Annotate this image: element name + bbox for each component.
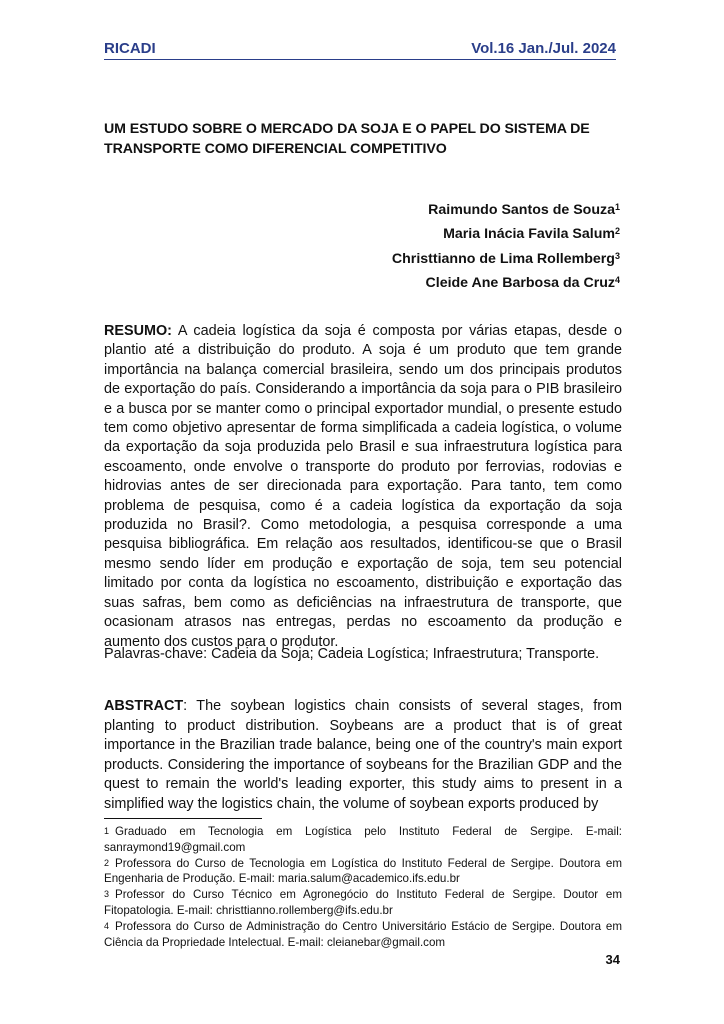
author-2	[120, 222, 620, 246]
author-footnote-ref: 3	[614, 250, 620, 261]
footnotes	[104, 824, 622, 950]
journal-name: RICADI	[104, 40, 156, 57]
author-1	[120, 198, 620, 222]
resumo-text: A cadeia logística da soja é composta por várias etapas, desde o plantio até a distribuição do produto. A soja é um produto que tem grande importância na balança comercial brasileira, sendo um dos principais produtos de exportação do país. Considerando a importância da soja para o PIB brasileiro e a busca por se manter como o principal exportador mundial, o presente estudo tem como objetivo apresentar de forma simplificada a cadeia logística, o volume da exportação da soja produzida pelo Brasil e sua infraestrutura logística para escoamento, onde envolve o transporte do produto por ferrovias, rodovias e hidrovias antes de ser direcionada para exportação. Para tanto, tem como problema de pesquisa, como é a cadeia logística da exportação da soja produzida no Brasil?. Como metodologia, a pesquisa corresponde a uma pesquisa bibliográfica. Em relação aos resultados, identificou-se que o Brasil mesmo sendo líder em produção e exportação de soja, tem seu potencial limitado por conta da logística no escoamento, distribuição e exportação das suas safras, bem como as deficiências na infraestrutura de transporte, que ocasionam atrasos nas entregas, perdas no escoamento da produção e aumento dos custos para o produtor.	[104, 323, 622, 650]
footnote-number: 1	[104, 826, 110, 836]
resumo-label: RESUMO:	[104, 323, 172, 339]
abstract-label: ABSTRACT	[104, 698, 184, 714]
author-4	[120, 271, 620, 295]
footnote-3	[104, 887, 622, 919]
footnote-number: 4	[104, 920, 110, 931]
footnote-text: Graduado em Tecnologia em Logística pelo Instituto Federal de Sergipe. E-mail: sanraymond19@gmail.com	[104, 825, 622, 854]
author-footnote-ref: 4	[614, 274, 620, 285]
footnote-number: 3	[104, 889, 110, 900]
header-rule	[104, 59, 616, 60]
running-header	[104, 40, 616, 62]
resumo-paragraph	[104, 322, 622, 652]
footnote-1	[104, 824, 622, 856]
author-3	[120, 247, 620, 271]
author-name: Maria Inácia Favila Salum	[443, 226, 615, 243]
journal-volume: Vol.16 Jan./Jul. 2024	[471, 40, 616, 57]
author-name: Christtianno de Lima Rollemberg	[391, 250, 615, 267]
footnote-text: Professora do Curso de Tecnologia em Logística do Instituto Federal de Sergipe. Doutora em Engenharia de Produção. E-mail: maria.salum@academico.ifs.edu.br	[104, 856, 622, 886]
keywords: Palavras-chave: Cadeia da Soja; Cadeia Logística; Infraestrutura; Transporte.	[104, 646, 600, 662]
paper-title: UM ESTUDO SOBRE O MERCADO DA SOJA E O PAPEL DO SISTEMA DE TRANSPORTE COMO DIFERENCIAL COMPETITIVO	[104, 121, 590, 157]
abstract-text: : The soybean logistics chain consists of several stages, from planting to product distribution. Soybeans are a product that is of great importance in the Brazilian trade balance, being one of the country's main export products. Considering the importance of soybeans for the Brazilian GDP and the quest to remain the world's leading exporter, this study aims to present in a simplified way the logistics chain, the volume of soybean exports produced by	[104, 698, 622, 812]
footnote-number: 2	[104, 857, 110, 868]
footnote-4	[104, 919, 622, 951]
author-name: Cleide Ane Barbosa da Cruz	[425, 274, 615, 291]
author-list	[120, 198, 620, 295]
author-name: Raimundo Santos de Souza	[428, 202, 615, 218]
author-footnote-ref: 1	[614, 202, 620, 212]
footnote-text: Professor do Curso Técnico em Agronegócio do Instituto Federal de Sergipe. Doutor em Fitopatologia. E-mail: christtianno.rollemberg@ifs.edu.br	[104, 888, 622, 917]
footnote-2	[104, 856, 622, 888]
abstract-paragraph	[104, 697, 622, 815]
footnote-text: Professora do Curso de Administração do Centro Universitário Estácio de Sergipe. Doutora em Ciência da Propriedade Intelectual. E-mail: cleianebar@gmail.com	[104, 919, 622, 949]
author-footnote-ref: 2	[614, 226, 620, 237]
footnote-rule	[104, 818, 262, 819]
page-number: 34	[605, 952, 620, 967]
